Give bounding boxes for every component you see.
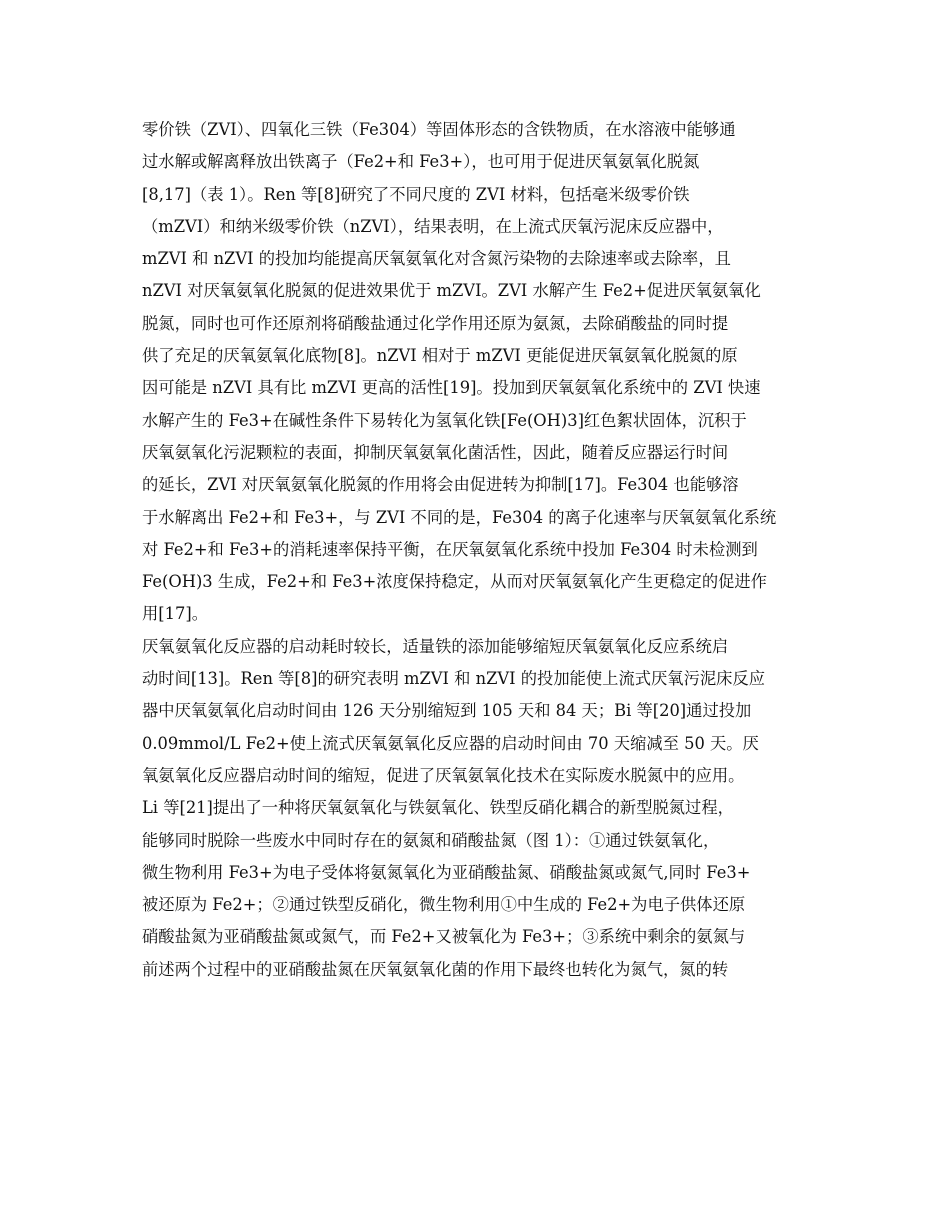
text-line: 供了充足的厌氧氨氧化底物[8]。nZVI 相对于 mZVI 更能促进厌氧氨氧化脱氮的原 [142, 346, 738, 366]
text-line: 被还原为 Fe2+；②通过铁型反硝化，微生物利用①中生成的 Fe2+为电子供体还原 [142, 895, 746, 915]
text-line: Li 等[21]提出了一种将厌氧氨氧化与铁氨氧化、铁型反硝化耦合的新型脱氮过程， [142, 798, 734, 818]
text-line: 氧氨氧化反应器启动时间的缩短，促进了厌氧氨氧化技术在实际废水脱氮中的应用。 [142, 765, 745, 785]
text-line: 脱氮，同时也可作还原剂将硝酸盐通过化学作用还原为氨氮，去除硝酸盐的同时提 [142, 313, 729, 333]
text-line: 厌氧氨氧化污泥颗粒的表面，抑制厌氧氨氧化菌活性，因此，随着反应器运行时间 [142, 442, 729, 462]
text-line: （mZVI）和纳米级零价铁（nZVI），结果表明，在上流式厌氧污泥床反应器中， [142, 216, 724, 236]
text-line: 动时间[13]。Ren 等[8]的研究表明 mZVI 和 nZVI 的投加能使上流式厌氧污泥床反应 [142, 669, 765, 689]
text-line: 0.09mmol/L Fe2+使上流式厌氧氨氧化反应器的启动时间由 70 天缩减至 50 天。厌 [142, 733, 759, 753]
text-line: 对 Fe2+和 Fe3+的消耗速率保持平衡，在厌氧氨氧化系统中投加 Fe304 时未检测到 [142, 539, 758, 559]
text-line: 的延长，ZVI 对厌氧氨氧化脱氮的作用将会由促进转为抑制[17]。Fe304 也能够溶 [142, 475, 739, 495]
text-line: 水解产生的 Fe3+在碱性条件下易转化为氢氧化铁[Fe(OH)3]红色絮状固体，沉积于 [142, 410, 747, 430]
body-text [142, 114, 814, 986]
text-line: 厌氧氨氧化反应器的启动耗时较长，适量铁的添加能够缩短厌氧氨氧化反应系统启 [142, 636, 729, 656]
text-line: 因可能是 nZVI 具有比 mZVI 更高的活性[19]。投加到厌氧氨氧化系统中的 ZVI 快速 [142, 378, 761, 398]
text-line: nZVI 对厌氧氨氧化脱氮的促进效果优于 mZVI。ZVI 水解产生 Fe2+促进厌氧氨氧化 [142, 281, 761, 301]
text-line: 用[17]。 [142, 604, 208, 624]
text-line: [8,17]（表 1）。Ren 等[8]研究了不同尺度的 ZVI 材料，包括毫米级零价铁 [142, 184, 690, 204]
text-line: 能够同时脱除一些废水中同时存在的氨氮和硝酸盐氮（图 1）：①通过铁氨氧化， [142, 830, 720, 850]
text-line: mZVI 和 nZVI 的投加均能提高厌氧氨氧化对含氮污染物的去除速率或去除率，且 [142, 249, 731, 269]
text-line: 零价铁（ZVI）、四氧化三铁（Fe304）等固体形态的含铁物质，在水溶液中能够通 [142, 120, 736, 139]
text-line: 过水解或解离释放出铁离子（Fe2+和 Fe3+），也可用于促进厌氧氨氧化脱氮 [142, 152, 700, 172]
text-line: Fe(OH)3 生成，Fe2+和 Fe3+浓度保持稳定，从而对厌氧氨氧化产生更稳定的促进作 [142, 572, 767, 592]
text-line: 器中厌氧氨氧化启动时间由 126 天分别缩短到 105 天和 84 天；Bi 等[20]通过投加 [142, 701, 752, 721]
text-line: 微生物利用 Fe3+为电子受体将氨氮氧化为亚硝酸盐氮、硝酸盐氮或氮气,同时 Fe3+ [142, 862, 751, 882]
text-line: 前述两个过程中的亚硝酸盐氮在厌氧氨氧化菌的作用下最终也转化为氮气，氮的转 [142, 959, 729, 979]
text-line: 于水解离出 Fe2+和 Fe3+，与 ZVI 不同的是，Fe304 的离子化速率与厌氧氨氧化系统 [142, 507, 777, 527]
text-line: 硝酸盐氮为亚硝酸盐氮或氮气，而 Fe2+又被氧化为 Fe3+；③系统中剩余的氨氮与 [142, 927, 746, 947]
